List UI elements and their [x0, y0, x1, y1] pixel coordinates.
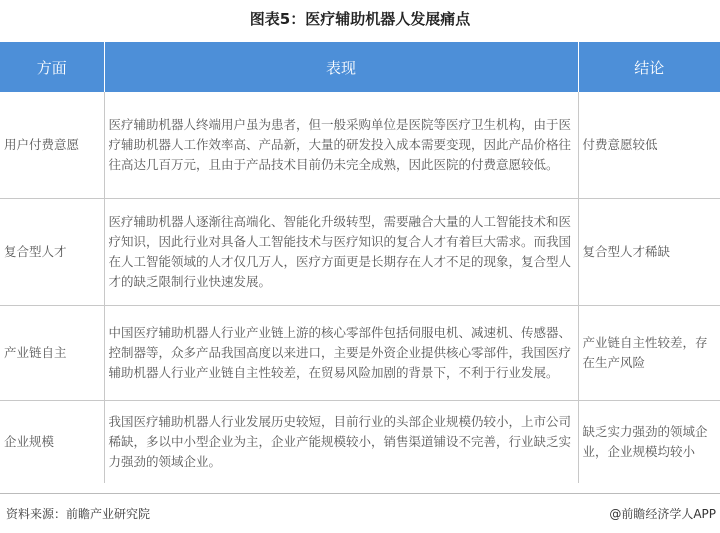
header-conclusion: 结论: [578, 42, 720, 92]
brand-credit: @前瞻经济学人APP: [609, 507, 716, 521]
conclusion-cell: 产业链自主性较差，存在生产风险: [578, 306, 720, 401]
figure-title: 图表5：医疗辅助机器人发展痛点: [249, 10, 471, 28]
performance-cell: 我国医疗辅助机器人行业发展历史较短，目前行业的头部企业规模仍较小，上市公司稀缺，多以中小型企业为主，企业产能规模较小，销售渠道铺设不完善，行业缺乏实力强劲的领域企业。: [104, 401, 578, 484]
performance-cell: 医疗辅助机器人逐渐往高端化、智能化升级转型，需要融合大量的人工智能技术和医疗知识，因此行业对具备人工智能技术与医疗知识的复合人才有着巨大需求。而我国在人工智能领域的人才仅几万人，医疗方面更是长期存在人才不足的现象，复合型人才的缺乏限制行业快速发展。: [104, 199, 578, 306]
table-row: [0, 199, 720, 306]
performance-cell: 医疗辅助机器人终端用户虽为患者，但一般采购单位是医院等医疗卫生机构，由于医疗辅助机器人工作效率高、产品新，大量的研发投入成本需要变现，因此产品价格往往高达几百万元，且由于产品技术目前仍未完全成熟，因此医院的付费意愿较低。: [104, 92, 578, 199]
conclusion-cell: 付费意愿较低: [578, 92, 720, 199]
pain-points-table: [0, 42, 720, 483]
table-header-row: [0, 42, 720, 92]
performance-cell: 中国医疗辅助机器人行业产业链上游的核心零部件包括伺服电机、减速机、传感器、控制器等，众多产品我国高度以来进口，主要是外资企业提供核心零部件，我国医疗辅助机器人行业产业链自主性较差，在贸易风险加剧的背景下，不利于行业发展。: [104, 306, 578, 401]
conclusion-cell: 缺乏实力强劲的领域企业，企业规模均较小: [582, 424, 708, 459]
source-note: 资料来源：前瞻产业研究院: [6, 507, 151, 521]
header-aspect: 方面: [0, 42, 104, 92]
aspect-cell: 企业规模: [0, 401, 104, 484]
aspect-cell: 复合型人才: [0, 199, 104, 306]
table-row: [0, 306, 720, 401]
header-performance: 表现: [104, 42, 578, 92]
aspect-cell: 用户付费意愿: [0, 92, 104, 199]
aspect-cell: 产业链自主: [0, 306, 104, 401]
table-row: [0, 92, 720, 199]
footer-divider: [0, 493, 720, 494]
conclusion-cell: 复合型人才稀缺: [578, 199, 720, 306]
table-row: [0, 401, 720, 484]
